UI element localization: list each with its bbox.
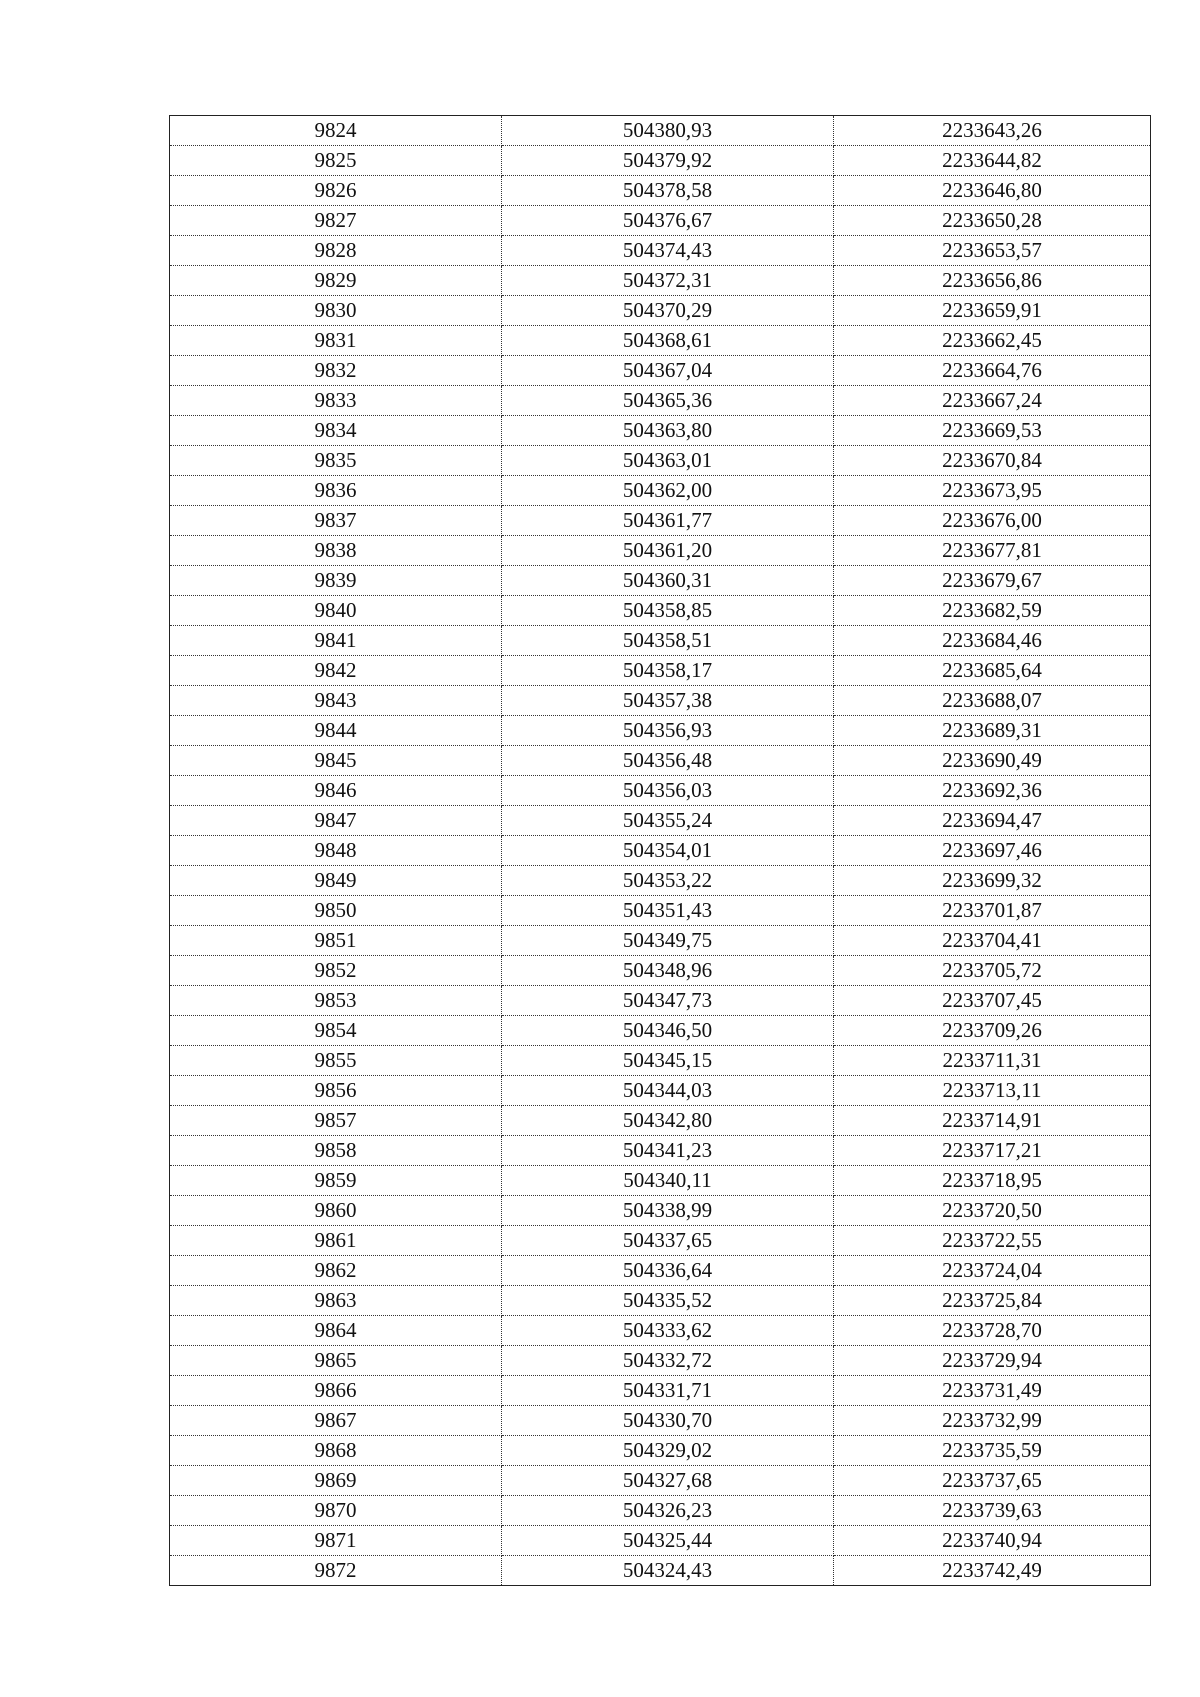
table-row	[170, 296, 1151, 326]
y-coordinate-cell: 2233667,24	[834, 386, 1151, 416]
point-number-cell: 9866	[170, 1376, 502, 1406]
x-coordinate-cell: 504363,80	[502, 416, 834, 446]
point-number-cell: 9842	[170, 656, 502, 686]
y-coordinate-cell: 2233679,67	[834, 566, 1151, 596]
point-number-cell: 9832	[170, 356, 502, 386]
table-row	[170, 1286, 1151, 1316]
y-coordinate-cell: 2233731,49	[834, 1376, 1151, 1406]
x-coordinate-cell: 504325,44	[502, 1526, 834, 1556]
table-row	[170, 446, 1151, 476]
point-number-cell: 9855	[170, 1046, 502, 1076]
x-coordinate-cell: 504333,62	[502, 1316, 834, 1346]
y-coordinate-cell: 2233664,76	[834, 356, 1151, 386]
y-coordinate-cell: 2233677,81	[834, 536, 1151, 566]
point-number-cell: 9847	[170, 806, 502, 836]
x-coordinate-cell: 504365,36	[502, 386, 834, 416]
x-coordinate-cell: 504338,99	[502, 1196, 834, 1226]
point-number-cell: 9862	[170, 1256, 502, 1286]
table-row	[170, 506, 1151, 536]
table-row	[170, 1556, 1151, 1586]
table-row	[170, 1376, 1151, 1406]
y-coordinate-cell: 2233718,95	[834, 1166, 1151, 1196]
table-row	[170, 956, 1151, 986]
table-row	[170, 1106, 1151, 1136]
table-row	[170, 926, 1151, 956]
table-row	[170, 1136, 1151, 1166]
table-row	[170, 866, 1151, 896]
y-coordinate-cell: 2233709,26	[834, 1016, 1151, 1046]
x-coordinate-cell: 504367,04	[502, 356, 834, 386]
point-number-cell: 9846	[170, 776, 502, 806]
point-number-cell: 9863	[170, 1286, 502, 1316]
y-coordinate-cell: 2233659,91	[834, 296, 1151, 326]
table-row	[170, 476, 1151, 506]
y-coordinate-cell: 2233690,49	[834, 746, 1151, 776]
y-coordinate-cell: 2233742,49	[834, 1556, 1151, 1586]
x-coordinate-cell: 504340,11	[502, 1166, 834, 1196]
point-number-cell: 9844	[170, 716, 502, 746]
x-coordinate-cell: 504370,29	[502, 296, 834, 326]
x-coordinate-cell: 504363,01	[502, 446, 834, 476]
table-row	[170, 176, 1151, 206]
point-number-cell: 9826	[170, 176, 502, 206]
table-row	[170, 596, 1151, 626]
point-number-cell: 9835	[170, 446, 502, 476]
x-coordinate-cell: 504358,17	[502, 656, 834, 686]
table-row	[170, 1316, 1151, 1346]
x-coordinate-cell: 504335,52	[502, 1286, 834, 1316]
x-coordinate-cell: 504344,03	[502, 1076, 834, 1106]
point-number-cell: 9871	[170, 1526, 502, 1556]
point-number-cell: 9854	[170, 1016, 502, 1046]
table-row	[170, 1436, 1151, 1466]
x-coordinate-cell: 504360,31	[502, 566, 834, 596]
table-row	[170, 566, 1151, 596]
y-coordinate-cell: 2233717,21	[834, 1136, 1151, 1166]
y-coordinate-cell: 2233670,84	[834, 446, 1151, 476]
table-row	[170, 146, 1151, 176]
point-number-cell: 9870	[170, 1496, 502, 1526]
y-coordinate-cell: 2233682,59	[834, 596, 1151, 626]
x-coordinate-cell: 504332,72	[502, 1346, 834, 1376]
x-coordinate-cell: 504380,93	[502, 116, 834, 146]
y-coordinate-cell: 2233737,65	[834, 1466, 1151, 1496]
y-coordinate-cell: 2233656,86	[834, 266, 1151, 296]
point-number-cell: 9868	[170, 1436, 502, 1466]
x-coordinate-cell: 504324,43	[502, 1556, 834, 1586]
point-number-cell: 9829	[170, 266, 502, 296]
y-coordinate-cell: 2233662,45	[834, 326, 1151, 356]
x-coordinate-cell: 504337,65	[502, 1226, 834, 1256]
point-number-cell: 9848	[170, 836, 502, 866]
x-coordinate-cell: 504356,48	[502, 746, 834, 776]
x-coordinate-cell: 504346,50	[502, 1016, 834, 1046]
x-coordinate-cell: 504326,23	[502, 1496, 834, 1526]
point-number-cell: 9856	[170, 1076, 502, 1106]
x-coordinate-cell: 504345,15	[502, 1046, 834, 1076]
table-row	[170, 1076, 1151, 1106]
x-coordinate-cell: 504341,23	[502, 1136, 834, 1166]
x-coordinate-cell: 504356,03	[502, 776, 834, 806]
y-coordinate-cell: 2233653,57	[834, 236, 1151, 266]
point-number-cell: 9845	[170, 746, 502, 776]
y-coordinate-cell: 2233720,50	[834, 1196, 1151, 1226]
y-coordinate-cell: 2233707,45	[834, 986, 1151, 1016]
y-coordinate-cell: 2233688,07	[834, 686, 1151, 716]
table-row	[170, 266, 1151, 296]
y-coordinate-cell: 2233685,64	[834, 656, 1151, 686]
x-coordinate-cell: 504347,73	[502, 986, 834, 1016]
table-row	[170, 1466, 1151, 1496]
point-number-cell: 9840	[170, 596, 502, 626]
x-coordinate-cell: 504349,75	[502, 926, 834, 956]
point-number-cell: 9843	[170, 686, 502, 716]
point-number-cell: 9833	[170, 386, 502, 416]
coordinates-table-body	[170, 116, 1151, 1586]
table-row	[170, 1046, 1151, 1076]
table-row	[170, 656, 1151, 686]
y-coordinate-cell: 2233705,72	[834, 956, 1151, 986]
x-coordinate-cell: 504357,38	[502, 686, 834, 716]
y-coordinate-cell: 2233713,11	[834, 1076, 1151, 1106]
y-coordinate-cell: 2233724,04	[834, 1256, 1151, 1286]
y-coordinate-cell: 2233704,41	[834, 926, 1151, 956]
x-coordinate-cell: 504329,02	[502, 1436, 834, 1466]
table-row	[170, 326, 1151, 356]
x-coordinate-cell: 504362,00	[502, 476, 834, 506]
table-row	[170, 746, 1151, 776]
x-coordinate-cell: 504368,61	[502, 326, 834, 356]
x-coordinate-cell: 504379,92	[502, 146, 834, 176]
point-number-cell: 9865	[170, 1346, 502, 1376]
table-row	[170, 206, 1151, 236]
point-number-cell: 9867	[170, 1406, 502, 1436]
point-number-cell: 9837	[170, 506, 502, 536]
x-coordinate-cell: 504354,01	[502, 836, 834, 866]
point-number-cell: 9834	[170, 416, 502, 446]
x-coordinate-cell: 504348,96	[502, 956, 834, 986]
x-coordinate-cell: 504358,51	[502, 626, 834, 656]
y-coordinate-cell: 2233714,91	[834, 1106, 1151, 1136]
table-row	[170, 626, 1151, 656]
y-coordinate-cell: 2233701,87	[834, 896, 1151, 926]
y-coordinate-cell: 2233646,80	[834, 176, 1151, 206]
y-coordinate-cell: 2233669,53	[834, 416, 1151, 446]
point-number-cell: 9859	[170, 1166, 502, 1196]
point-number-cell: 9853	[170, 986, 502, 1016]
point-number-cell: 9849	[170, 866, 502, 896]
table-row	[170, 236, 1151, 266]
table-row	[170, 1406, 1151, 1436]
point-number-cell: 9841	[170, 626, 502, 656]
table-row	[170, 1196, 1151, 1226]
point-number-cell: 9838	[170, 536, 502, 566]
table-row	[170, 716, 1151, 746]
point-number-cell: 9851	[170, 926, 502, 956]
y-coordinate-cell: 2233694,47	[834, 806, 1151, 836]
x-coordinate-cell: 504355,24	[502, 806, 834, 836]
y-coordinate-cell: 2233643,26	[834, 116, 1151, 146]
y-coordinate-cell: 2233732,99	[834, 1406, 1151, 1436]
y-coordinate-cell: 2233740,94	[834, 1526, 1151, 1556]
y-coordinate-cell: 2233739,63	[834, 1496, 1151, 1526]
point-number-cell: 9864	[170, 1316, 502, 1346]
x-coordinate-cell: 504358,85	[502, 596, 834, 626]
point-number-cell: 9836	[170, 476, 502, 506]
coordinates-table	[169, 115, 1151, 1586]
point-number-cell: 9828	[170, 236, 502, 266]
table-row	[170, 1226, 1151, 1256]
point-number-cell: 9857	[170, 1106, 502, 1136]
point-number-cell: 9825	[170, 146, 502, 176]
x-coordinate-cell: 504351,43	[502, 896, 834, 926]
table-row	[170, 896, 1151, 926]
table-row	[170, 536, 1151, 566]
table-row	[170, 1016, 1151, 1046]
y-coordinate-cell: 2233673,95	[834, 476, 1151, 506]
point-number-cell: 9852	[170, 956, 502, 986]
table-row	[170, 1166, 1151, 1196]
table-row	[170, 836, 1151, 866]
y-coordinate-cell: 2233692,36	[834, 776, 1151, 806]
point-number-cell: 9827	[170, 206, 502, 236]
x-coordinate-cell: 504361,20	[502, 536, 834, 566]
table-row	[170, 1526, 1151, 1556]
x-coordinate-cell: 504374,43	[502, 236, 834, 266]
y-coordinate-cell: 2233699,32	[834, 866, 1151, 896]
table-row	[170, 386, 1151, 416]
y-coordinate-cell: 2233650,28	[834, 206, 1151, 236]
table-row	[170, 1496, 1151, 1526]
y-coordinate-cell: 2233697,46	[834, 836, 1151, 866]
x-coordinate-cell: 504376,67	[502, 206, 834, 236]
point-number-cell: 9860	[170, 1196, 502, 1226]
point-number-cell: 9850	[170, 896, 502, 926]
x-coordinate-cell: 504342,80	[502, 1106, 834, 1136]
x-coordinate-cell: 504330,70	[502, 1406, 834, 1436]
table-row	[170, 986, 1151, 1016]
table-row	[170, 416, 1151, 446]
y-coordinate-cell: 2233684,46	[834, 626, 1151, 656]
y-coordinate-cell: 2233729,94	[834, 1346, 1151, 1376]
x-coordinate-cell: 504378,58	[502, 176, 834, 206]
y-coordinate-cell: 2233735,59	[834, 1436, 1151, 1466]
x-coordinate-cell: 504327,68	[502, 1466, 834, 1496]
point-number-cell: 9872	[170, 1556, 502, 1586]
x-coordinate-cell: 504336,64	[502, 1256, 834, 1286]
x-coordinate-cell: 504372,31	[502, 266, 834, 296]
y-coordinate-cell: 2233728,70	[834, 1316, 1151, 1346]
y-coordinate-cell: 2233722,55	[834, 1226, 1151, 1256]
table-row	[170, 1346, 1151, 1376]
y-coordinate-cell: 2233689,31	[834, 716, 1151, 746]
y-coordinate-cell: 2233644,82	[834, 146, 1151, 176]
table-row	[170, 116, 1151, 146]
point-number-cell: 9839	[170, 566, 502, 596]
table-row	[170, 356, 1151, 386]
x-coordinate-cell: 504361,77	[502, 506, 834, 536]
point-number-cell: 9831	[170, 326, 502, 356]
point-number-cell: 9861	[170, 1226, 502, 1256]
y-coordinate-cell: 2233676,00	[834, 506, 1151, 536]
table-row	[170, 776, 1151, 806]
x-coordinate-cell: 504356,93	[502, 716, 834, 746]
point-number-cell: 9858	[170, 1136, 502, 1166]
table-row	[170, 806, 1151, 836]
table-row	[170, 686, 1151, 716]
point-number-cell: 9830	[170, 296, 502, 326]
table-row	[170, 1256, 1151, 1286]
point-number-cell: 9824	[170, 116, 502, 146]
point-number-cell: 9869	[170, 1466, 502, 1496]
x-coordinate-cell: 504331,71	[502, 1376, 834, 1406]
y-coordinate-cell: 2233711,31	[834, 1046, 1151, 1076]
x-coordinate-cell: 504353,22	[502, 866, 834, 896]
y-coordinate-cell: 2233725,84	[834, 1286, 1151, 1316]
